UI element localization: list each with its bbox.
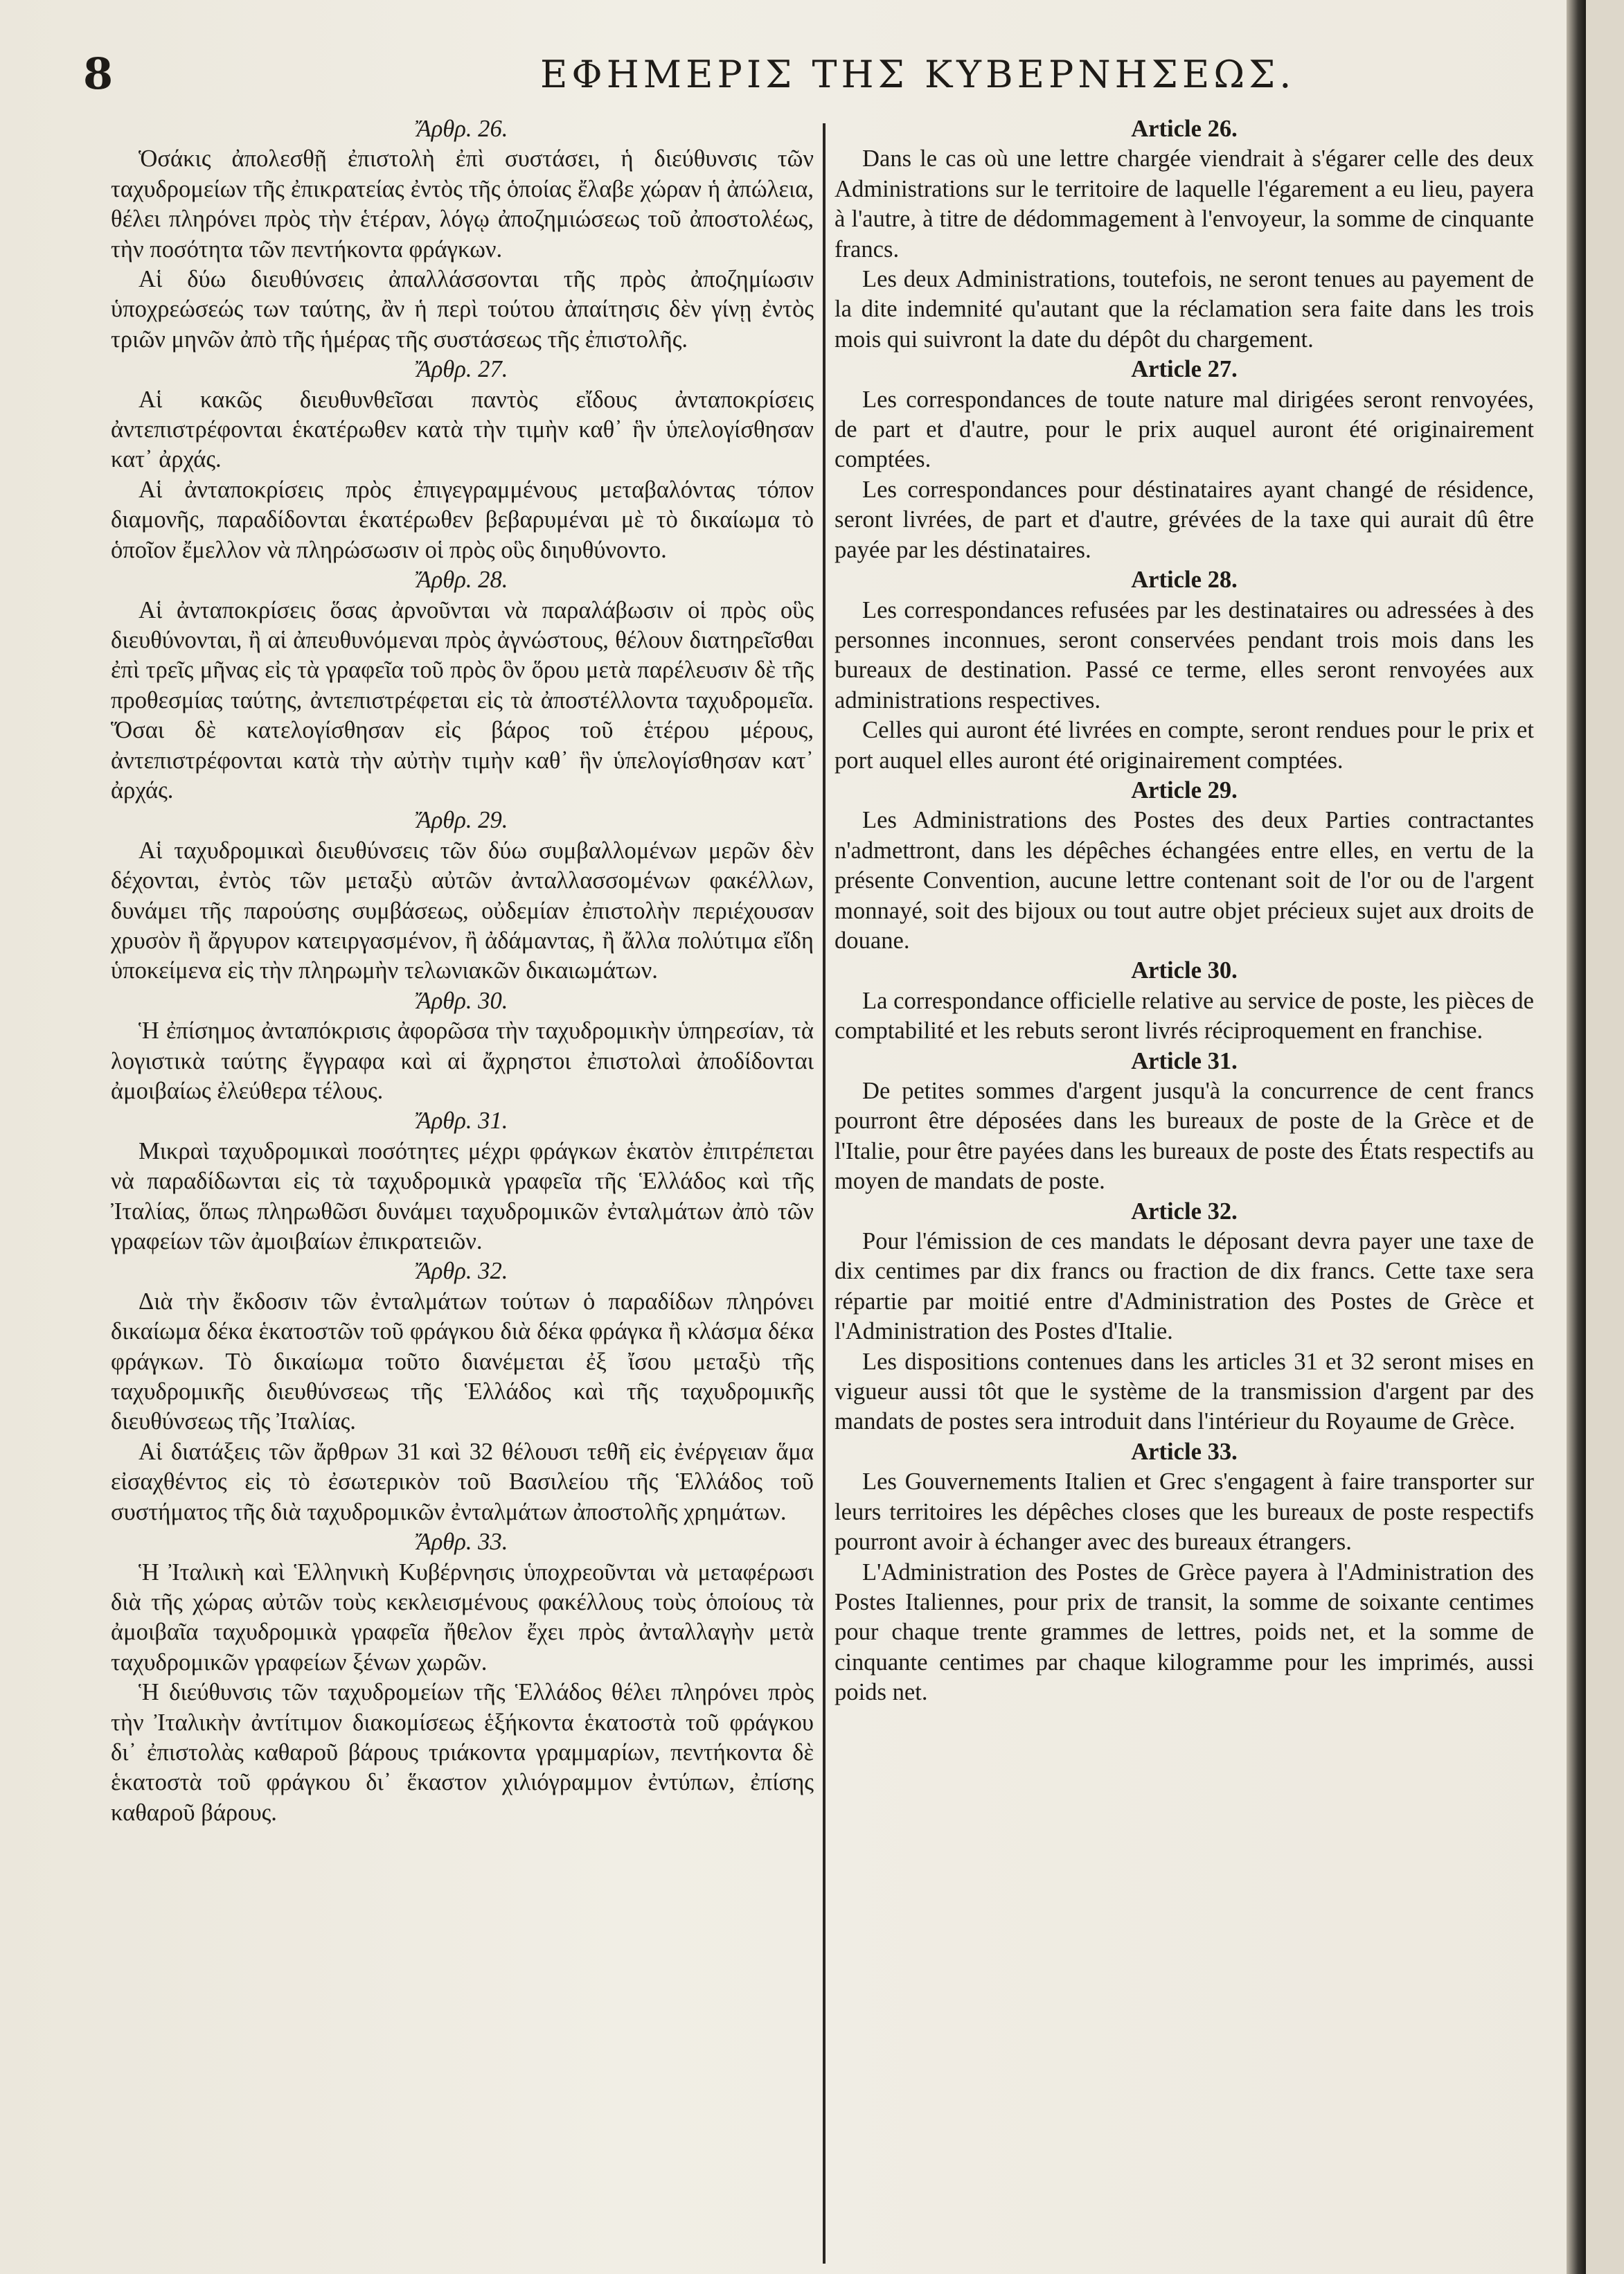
french-column [835, 114, 1534, 2268]
french-article-paragraph: De petites sommes d'argent jusqu'à la concurrence de cent francs pourront être déposées dans les bureaux de poste de la Grèce et de l'Italie, pour être payées dans les bureaux de poste des États respectifs au moyen de mandats de poste. [835, 1078, 1534, 1195]
greek-article [111, 565, 814, 806]
greek-article-paragraph: Αἱ διατάξεις τῶν ἄρθρων 31 καὶ 32 θέλουσι τεθῆ εἰς ἐνέργειαν ἅμα εἰσαχθέντος εἰς τὸ ἐσωτερικὸν τοῦ Βασιλείου τῆς Ἑλλάδος τοῦ συστήματος τῆς διὰ ταχυδρομικῶν ἐνταλμάτων ἀποστολῆς χρημάτων. [111, 1438, 814, 1525]
french-article-paragraph: Les deux Administrations, toutefois, ne seront tenues au payement de la dite indemnité qu'autant que la réclamation sera faite dans les trois mois qui suivront la date du dépôt du chargement. [835, 266, 1534, 353]
french-article-paragraph: Les dispositions contenues dans les articles 31 et 32 seront mises en vigueur aussi tôt que le système de la transmission d'argent par des mandats de postes sera introduit dans l'intérieur du Royaume de Grèce. [835, 1348, 1534, 1435]
french-article-paragraph: Dans le cas où une lettre chargée viendrait à s'égarer celle des deux Administrations sur le territoire de laquelle l'égarement a eu lieu, payera à l'autre, à titre de dédommagement à l'envoyeur, la somme de cinquante francs. [835, 145, 1534, 263]
french-article [835, 1197, 1534, 1437]
greek-article-paragraph: Ἡ διεύθυνσις τῶν ταχυδρομείων τῆς Ἑλλάδος θέλει πληρόνει πρὸς τὴν Ἰταλικὴν ἀντίτιμον διακομίσεως ἑξήκοντα ἑκατοστὰ τοῦ φράγκου δι᾽ ἐπιστολὰς καθαροῦ βάρους τριάκοντα γραμμαρίων, πεντήκοντα δὲ ἑκατοστὰ τοῦ φράγκου δι᾽ ἕκαστον χιλιόγραμμον ἐντύπων, ἐπίσης καθαροῦ βάρους. [111, 1679, 814, 1826]
french-article-paragraph: Les Administrations des Postes des deux Parties contractantes n'admettront, dans les dépêches échangées entre elles, en vertu de la présente Convention, aucune lettre contenant soit de l'or ou de l'argent monnayé, soit des bijoux ou tout autre objet précieux sujet aux droits de douane. [835, 807, 1534, 954]
greek-article-paragraph: Αἱ ἀνταποκρίσεις ὅσας ἀρνοῦνται νὰ παραλάβωσιν οἱ πρὸς οὓς διευθύνονται, ἢ αἱ ἀπευθυνόμεναι πρὸς ἀγνώστους, θέλουν διατηρεῖσθαι ἐπὶ τρεῖς μῆνας εἰς τὰ γραφεῖα τοῦ πρὸς ὃν ὅρου μετὰ παρέλευσιν δὲ τῆς προθεσμίας ταύτης, ἀντεπιστρέφεται εἰς τὰ ἀποστέλλοντα ταχυδρομεῖα. Ὅσαι δὲ κατελογίσθησαν εἰς βάρος τοῦ ἑτέρου μέρους, ἀντεπιστρέφονται κατὰ τὴν αὐτὴν τιμὴν καθ᾽ ἣν ὑπελογίσθησαν κατ᾽ ἀρχάς. [111, 596, 814, 803]
page-gutter-shadow [1567, 0, 1586, 2274]
greek-article-title: Ἄρθρ. 28. [416, 567, 508, 594]
adjacent-page-edge [1586, 0, 1624, 2274]
page-number: 8 [83, 48, 115, 99]
greek-article-title: Ἄρθρ. 33. [416, 1529, 508, 1556]
greek-article-paragraph: Αἱ κακῶς διευθυνθεῖσαι παντὸς εἴδους ἀνταποκρίσεις ἀντεπιστρέφονται ἑκατέρωθεν κατὰ τὴν τιμὴν καθ᾽ ἣν ὑπελογίσθησαν κατ᾽ ἀρχάς. [111, 386, 814, 473]
journal-title: ΕΦΗΜΕΡΙΣ ΤΗΣ ΚΥΒΕΡΝΗΣΕΩΣ. [540, 53, 1296, 96]
greek-article-paragraph: Αἱ δύω διευθύνσεις ἀπαλλάσσονται τῆς πρὸς ἀποζημίωσιν ὑποχρεώσεώς των ταύτης, ἂν ἡ περὶ τούτου ἀπαίτησις δὲν γίνῃ ἐντὸς τριῶν μηνῶν ἀπὸ τῆς ἡμέρας τῆς συστάσεως τῆς ἐπιστολῆς. [111, 266, 814, 353]
greek-article-title: Ἄρθρ. 27. [416, 356, 508, 383]
french-article-paragraph: La correspondance officielle relative au service de poste, les pièces de comptabilité et les rebuts seront livrés réciproquement en franchise. [835, 987, 1534, 1045]
greek-article-paragraph: Ὁσάκις ἀπολεσθῇ ἐπιστολὴ ἐπὶ συστάσει, ἡ διεύθυνσις τῶν ταχυδρομείων τῆς ἐπικρατείας ἐντὸς τῆς ὁποίας ἔλαβε χώραν ἡ ἀπώλεια, θέλει πληρόνει πρὸς τὴν ἑτέραν, λόγῳ ἀποζημιώσεως τοῦ ἀποστολέως, τὴν ποσότητα τῶν πεντήκοντα φράγκων. [111, 145, 814, 263]
greek-article [111, 1527, 814, 1828]
french-article [835, 776, 1534, 956]
greek-article [111, 355, 814, 565]
column-divider [823, 123, 826, 2264]
french-article [835, 1437, 1534, 1708]
french-article-paragraph: Les correspondances refusées par les destinataires ou adressées à des personnes inconnues, seront conservées pendant trois mois dans les bureaux de destination. Passé ce terme, elles seront renvoyées aux administrations respectives. [835, 596, 1534, 713]
greek-article [111, 986, 814, 1107]
greek-column [111, 114, 814, 2268]
french-article-paragraph: L'Administration des Postes de Grèce payera à l'Administration des Postes Italiennes, pour prix de transit, la somme de soixante centimes pour chaque trente grammes de lettres, poids net, et la somme de cinquante centimes par chaque kilogramme pour les imprimés, aussi poids net. [835, 1558, 1534, 1706]
french-article-title: Article 31. [1131, 1047, 1238, 1074]
greek-article [111, 1256, 814, 1527]
french-article-title: Article 33. [1131, 1438, 1238, 1465]
french-article-paragraph: Pour l'émission de ces mandats le déposant devra payer une taxe de dix centimes par dix francs ou fraction de dix francs. Cette taxe sera répartie par moitié entre d'Administration des Postes de Grèce et l'Administration des Postes d'Italie. [835, 1228, 1534, 1345]
greek-article-paragraph: Ἡ ἐπίσημος ἀνταπόκρισις ἀφορῶσα τὴν ταχυδρομικὴν ὑπηρεσίαν, τὰ λογιστικὰ ταύτης ἔγγραφα καὶ αἱ ἄχρηστοι ἐπιστολαὶ ἀποδίδονται ἀμοιβαίως ἐλεύθερα τέλους. [111, 1018, 814, 1104]
greek-article-paragraph: Αἱ ταχυδρομικαὶ διευθύνσεις τῶν δύω συμβαλλομένων μερῶν δὲν δέχονται, ἐντὸς τῶν μεταξὺ αὐτῶν ἀνταλλασσομένων φακέλλων, δυνάμει τῆς παρούσης συμβάσεως, οὐδεμίαν ἐπιστολὴν περιέχουσαν χρυσὸν ἢ ἄργυρον κατειργασμένον, ἢ ἀδάμαντας, ἢ ἄλλα πολύτιμα εἴδη ὑποκείμενα εἰς τὴν πληρωμὴν τελωνιακῶν δικαιωμάτων. [111, 837, 814, 984]
french-article-paragraph: Les Gouvernements Italien et Grec s'engagent à faire transporter sur leurs territoires les dépêches closes que les bureaux de poste respectifs pourront avoir à échanger avec des bureaux étrangers. [835, 1468, 1534, 1556]
greek-article [111, 114, 814, 355]
greek-article [111, 1106, 814, 1256]
french-article [835, 1047, 1534, 1197]
french-article [835, 565, 1534, 776]
greek-article-title: Ἄρθρ. 29. [416, 807, 508, 834]
page-header [83, 48, 1565, 111]
greek-article-title: Ἄρθρ. 31. [416, 1108, 508, 1135]
french-article-title: Article 30. [1131, 957, 1238, 984]
french-article-paragraph: Les correspondances pour déstinataires ayant changé de résidence, seront livrées, de part et d'autre, grévées de la taxe qui aurait dû être payée par les déstinataires. [835, 476, 1534, 563]
greek-article-paragraph: Ἡ Ἰταλικὴ καὶ Ἑλληνικὴ Κυβέρνησις ὑποχρεοῦνται νὰ μεταφέρωσι διὰ τῆς χώρας αὐτῶν τοὺς κεκλεισμένους φακέλλους τοὺς ὁποίους τὰ ἀμοιβαῖα ταχυδρομικὰ γραφεῖα ἤθελον ἔχει πρὸς ἀνταλλαγὴν μετὰ ταχυδρομικῶν γραφείων ξένων χωρῶν. [111, 1558, 814, 1676]
french-article [835, 956, 1534, 1046]
greek-article [111, 806, 814, 986]
greek-article-paragraph: Διὰ τὴν ἔκδοσιν τῶν ἐνταλμάτων τούτων ὁ παραδίδων πληρόνει δικαίωμα δέκα ἑκατοστῶν τοῦ φράγκου διὰ δέκα φράγκα ἢ κλάσμα δέκα φράγκων. Τὸ δικαίωμα τοῦτο διανέμεται ἐξ ἴσου μεταξὺ τῆς ταχυδρομικῆς διευθύνσεως τῆς Ἑλλάδος καὶ τῆς ταχυδρομικῆς διευθύνσεως τῆς Ἰταλίας. [111, 1288, 814, 1435]
french-article-paragraph: Les correspondances de toute nature mal dirigées seront renvoyées, de part et d'autre, pour le prix auquel auront été originairement comptées. [835, 386, 1534, 473]
greek-article-title: Ἄρθρ. 32. [416, 1258, 508, 1285]
greek-article-paragraph: Μικραὶ ταχυδρομικαὶ ποσότητες μέχρι φράγκων ἑκατὸν ἐπιτρέπεται νὰ παραδίδωνται εἰς τὰ ταχυδρομικὰ γραφεῖα τῆς Ἑλλάδος καὶ τῆς Ἰταλίας, ὅπως πληρωθῶσι δυνάμει ταχυδρομικῶν ἐνταλμάτων ἀπὸ τῶν γραφείων τῶν ἀμοιβαίων ἐπικρατειῶν. [111, 1137, 814, 1255]
greek-article-title: Ἄρθρ. 30. [416, 987, 508, 1014]
french-article-title: Article 26. [1131, 116, 1238, 142]
french-article [835, 114, 1534, 355]
greek-article-paragraph: Αἱ ἀνταποκρίσεις πρὸς ἐπιγεγραμμένους μεταβαλόντας τόπον διαμονῆς, παραδίδονται ἑκατέρωθεν βεβαρυμέναι μὲ τὸ δικαίωμα τὸ ὁποῖον ἔμελλον νὰ πληρώσωσιν οἱ πρὸς οὓς διηυθύνοντο. [111, 476, 814, 563]
french-article-title: Article 27. [1131, 356, 1238, 383]
french-article-title: Article 28. [1131, 567, 1238, 594]
french-article [835, 355, 1534, 565]
greek-article-title: Ἄρθρ. 26. [416, 116, 508, 142]
french-article-title: Article 32. [1131, 1198, 1238, 1225]
french-article-paragraph: Celles qui auront été livrées en compte, seront rendues pour le prix et port auquel elles auront été originairement comptées. [835, 717, 1534, 774]
french-article-title: Article 29. [1131, 776, 1238, 803]
